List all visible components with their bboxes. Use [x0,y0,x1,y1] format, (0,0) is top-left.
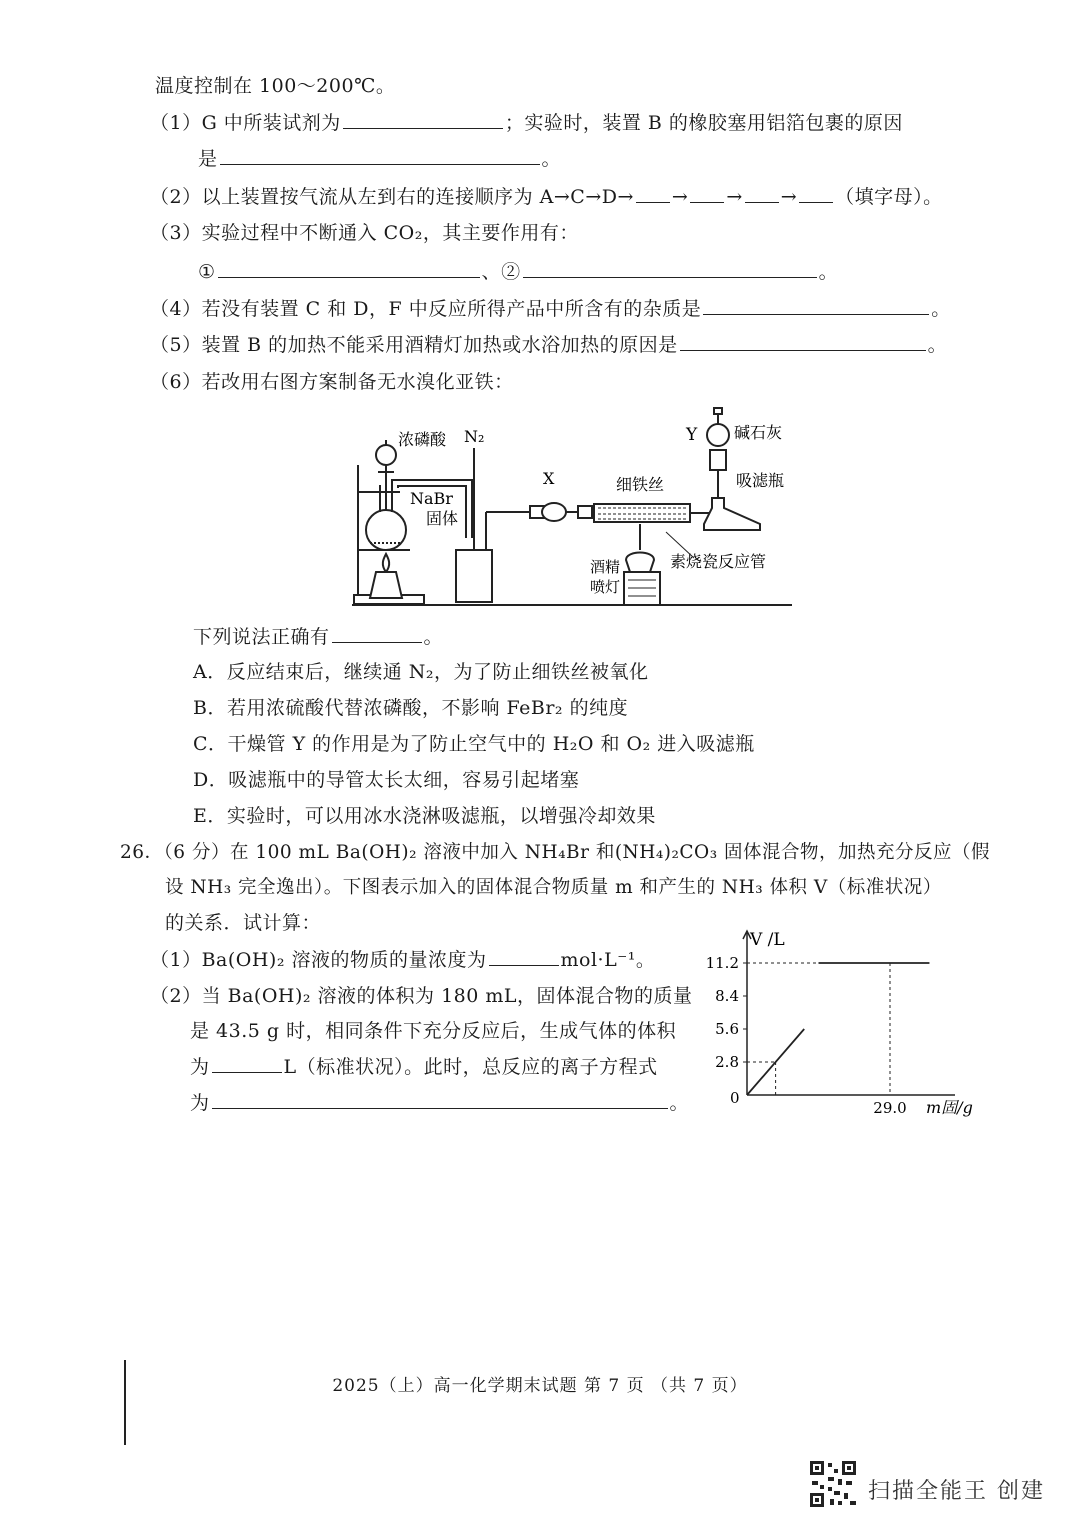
question-6 [150,370,514,394]
question-5 [150,332,947,357]
q5-label: （5） [150,334,202,356]
label-soda-lime: 碱石灰 [734,423,783,442]
q5-text: 装置 B 的加热不能采用酒精灯加热或水浴加热的原因是 [201,334,678,356]
option-e: E．实验时，可以用冰水浇淋吸滤瓶，以增强冷却效果 [193,805,656,827]
q2-arrow-1: → [671,186,689,208]
q4-blank[interactable] [703,296,929,315]
q3-text: 实验过程中不断通入 CO₂，其主要作用有： [201,222,579,244]
q2-blank-2[interactable] [690,184,724,203]
label-n2: N₂ [464,427,485,446]
question-1-cont [198,146,561,171]
label-reaction-tube: 素烧瓷反应管 [670,552,767,571]
drying-tube-x [542,503,566,521]
alcohol-lamp-1 [370,572,402,598]
q4-end: 。 [931,298,951,320]
question-3-answers [198,259,838,284]
q2-text: 以上装置按气流从左到右的连接顺序为 A→C→D→ [201,186,634,208]
x-tick-label-0: 29.0 [873,1099,907,1117]
q26-p2-blank-2[interactable] [212,1090,668,1109]
q4-text: 若没有装置 C 和 D，F 中反应所得产品中所含有的杂质是 [201,298,702,320]
origin-label: 0 [730,1089,740,1107]
q26-line-3: 的关系．试计算： [165,912,322,934]
q26-part-1 [150,947,655,972]
q1-text-c: 是 [198,148,218,170]
q6-prompt-text: 下列说法正确有 [193,626,330,648]
q3-sep: 、 [481,261,502,283]
q2-label: （2） [150,186,202,208]
q1-text-b: ；实验时，装置 B 的橡胶塞用铝箔包裹的原因 [504,112,903,134]
q26-p2-l4b: 。 [669,1092,690,1114]
q26-part-2-line-4 [190,1090,689,1115]
q26-p1-unit: mol·L⁻¹。 [560,949,656,971]
q5-end: 。 [927,334,948,356]
label-suction-flask: 吸滤瓶 [736,471,785,490]
q1-end: 。 [541,148,562,170]
q1-blank-1[interactable] [343,110,503,129]
q26-p2-l3a: 为 [190,1056,210,1078]
label-lamp-1: 酒精 [590,558,621,576]
q6-label: （6） [150,371,202,393]
q4-label: （4） [150,298,202,320]
watermark-text: 扫描全能王 创建 [868,1479,1045,1504]
y-tick-label-0: 11.2 [705,954,739,972]
drying-tube-y [707,424,729,446]
label-nabr: NaBr [410,489,453,508]
q3-label: （3） [150,222,202,244]
q2-blank-1[interactable] [636,184,670,203]
q1-blank-2[interactable] [220,146,540,165]
q26-part-2-line-3 [190,1054,658,1079]
q6-prompt-end: 。 [423,626,444,648]
page-footer: 2025（上）高一化学期末试题 第 7 页 （共 7 页） [332,1376,748,1396]
q3-blank-2[interactable] [523,259,817,278]
q2-tail: （填字母）。 [835,186,943,208]
suction-flask [704,498,760,530]
question-2 [150,184,943,209]
q2-arrow-3: → [780,186,798,208]
q6-blank[interactable] [332,624,422,643]
y-tick-label-2: 5.6 [715,1020,739,1038]
q3-end: 。 [818,261,839,283]
q26-p2-l4a: 为 [190,1092,210,1114]
label-nabr-solid: 固体 [426,509,459,528]
funnel-bulb [376,445,396,465]
option-c: C．干燥管 Y 的作用是为了防止空气中的 H₂O 和 O₂ 进入吸滤瓶 [193,733,755,755]
label-lamp-2: 喷灯 [590,578,621,596]
question-4 [150,296,951,321]
label-iron-wire: 细铁丝 [616,475,665,494]
option-b: B．若用浓硫酸代替浓磷酸，不影响 FeBr₂ 的纯度 [193,697,629,719]
q26-part-2-line-1: （2）当 Ba(OH)₂ 溶液的体积为 180 mL，固体混合物的质量 [150,985,693,1007]
question-1 [150,110,903,135]
q26-line-1: 26．（6 分）在 100 mL Ba(OH)₂ 溶液中加入 NH₄Br 和(NH₄)₂CO₃ 固体混合物，加热充分反应（假 [120,842,991,863]
q26-p2-l3b: L（标准状况）。此时，总反应的离子方程式 [283,1056,658,1078]
x-axis-label: m固/g [926,1098,973,1117]
nh3-volume-chart [700,925,990,1125]
q1-label: （1） [150,112,202,134]
q2-blank-4[interactable] [799,184,833,203]
q26-part-2-line-2: 是 43.5 g 时，相同条件下充分反应后，生成气体的体积 [190,1020,677,1042]
option-d: D．吸滤瓶中的导管太长太细，容易引起堵塞 [193,769,580,791]
q2-blank-3[interactable] [745,184,779,203]
qr-code-icon [808,1459,858,1509]
q6-prompt [193,624,443,649]
q3-circle-2: ② [501,261,521,283]
margin-mark [124,1360,126,1445]
blowtorch [626,553,654,573]
label-y: Y [686,425,698,445]
q1-text-a: G 中所装试剂为 [201,112,341,134]
apparatus-diagram [340,400,820,615]
q5-blank[interactable] [680,332,926,351]
question-3 [150,221,579,245]
q3-blank-1[interactable] [218,259,480,278]
wash-bottle [456,550,492,602]
q26-p1-blank[interactable] [489,947,559,966]
q26-line-2: 设 NH₃ 完全逸出）。下图表示加入的固体混合物质量 m 和产生的 NH₃ 体积 V（标准状况） [165,877,942,898]
option-a: A．反应结束后，继续通 N₂，为了防止细铁丝被氧化 [193,661,649,683]
label-conc-acid: 浓磷酸 [398,430,447,449]
y-tick-label-3: 2.8 [715,1053,739,1071]
q3-circle-1: ① [198,261,216,283]
y-axis-label: V /L [750,930,785,950]
label-x: X [543,469,555,488]
q2-arrow-2: → [726,186,743,208]
q6-text: 若改用右图方案制备无水溴化亚铁： [201,371,514,393]
intro-text: 温度控制在 100～200℃。 [155,75,396,97]
q26-p2-blank-1[interactable] [212,1054,282,1073]
q26-p1-text: （1）Ba(OH)₂ 溶液的物质的量浓度为 [150,949,487,971]
y-tick-label-1: 8.4 [715,987,739,1005]
